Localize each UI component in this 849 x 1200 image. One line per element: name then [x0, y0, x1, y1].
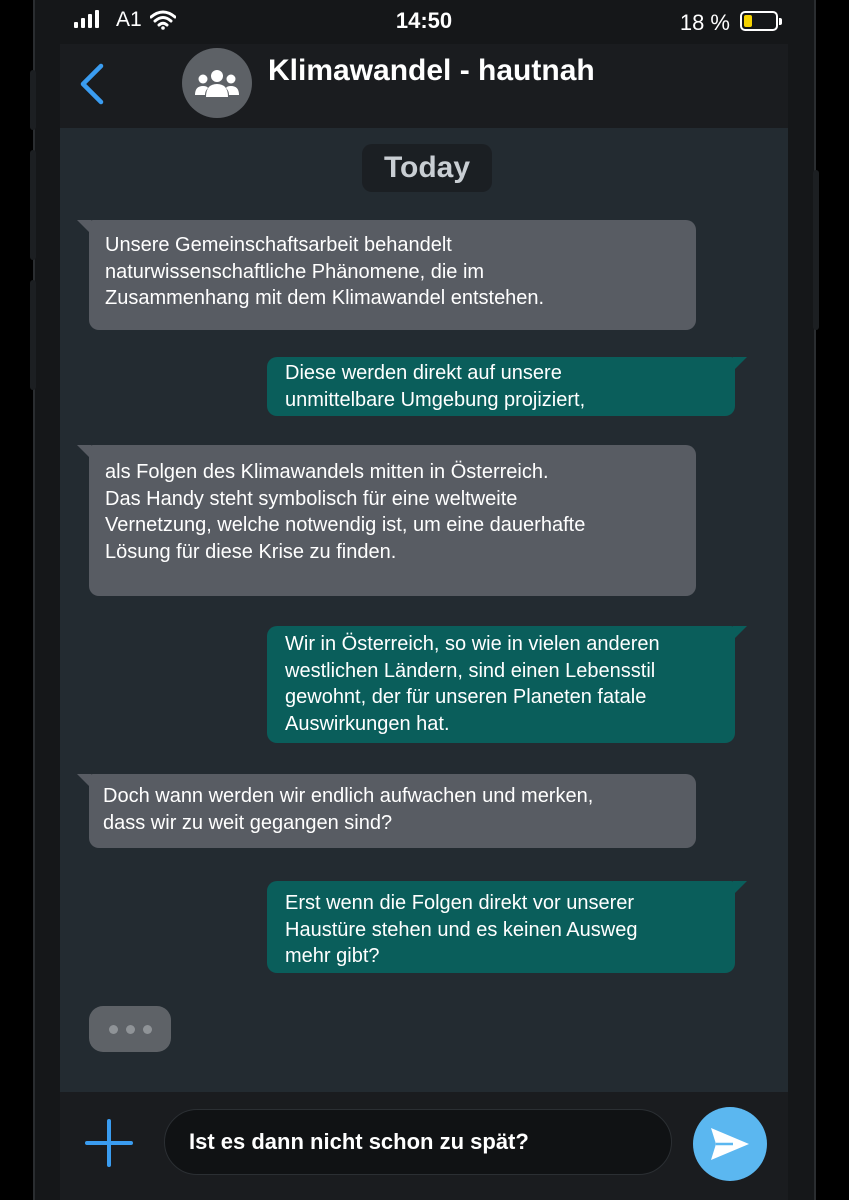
phone-side-button: [30, 150, 36, 260]
message-outgoing[interactable]: Wir in Österreich, so wie in vielen anderen westlichen Ländern, sind einen Lebensstil gewohnt, der für unseren Planeten fatale Auswirkungen hat.: [267, 626, 735, 743]
chat-header: [60, 44, 788, 128]
phone-side-button: [30, 70, 36, 130]
group-icon: [195, 68, 239, 98]
phone-side-button: [813, 170, 819, 330]
status-bar: [60, 0, 788, 44]
composer-bar: [60, 1092, 788, 1200]
battery-percent: 18 %: [679, 10, 730, 35]
chat-area[interactable]: [60, 128, 788, 1092]
message-outgoing[interactable]: Erst wenn die Folgen direkt vor unserer Haustüre stehen und es keinen Ausweg mehr gibt?: [267, 881, 735, 973]
chevron-left-icon[interactable]: [74, 62, 114, 106]
group-avatar[interactable]: [182, 48, 252, 118]
battery-icon: [740, 11, 778, 31]
message-outgoing[interactable]: Diese werden direkt auf unsere unmittelbare Umgebung projiziert,: [267, 357, 735, 416]
status-time: 14:50: [395, 8, 453, 33]
typing-dots-icon: [89, 1006, 171, 1052]
phone-side-button: [30, 280, 36, 390]
carrier-label: A1: [116, 8, 142, 31]
message-incoming[interactable]: Unsere Gemeinschaftsarbeit behandelt naturwissenschaftliche Phänomene, die im Zusammenhang mit dem Klimawandel entstehen.: [89, 220, 696, 330]
chat-title[interactable]: Klimawandel - hautnah: [268, 54, 595, 87]
message-input[interactable]: Ist es dann nicht schon zu spät?: [164, 1109, 672, 1175]
battery-level-fill: [744, 15, 752, 27]
send-button[interactable]: [693, 1107, 767, 1181]
message-incoming[interactable]: Doch wann werden wir endlich aufwachen und merken, dass wir zu weit gegangen sind?: [89, 774, 696, 848]
send-icon: [709, 1126, 751, 1162]
date-separator: Today: [362, 144, 492, 192]
plus-icon[interactable]: [84, 1118, 134, 1168]
message-incoming[interactable]: als Folgen des Klimawandels mitten in Österreich. Das Handy steht symbolisch für eine weltweite Vernetzung, welche notwendig ist, um eine dauerhafte Lösung für diese Krise zu finden.: [89, 445, 696, 596]
